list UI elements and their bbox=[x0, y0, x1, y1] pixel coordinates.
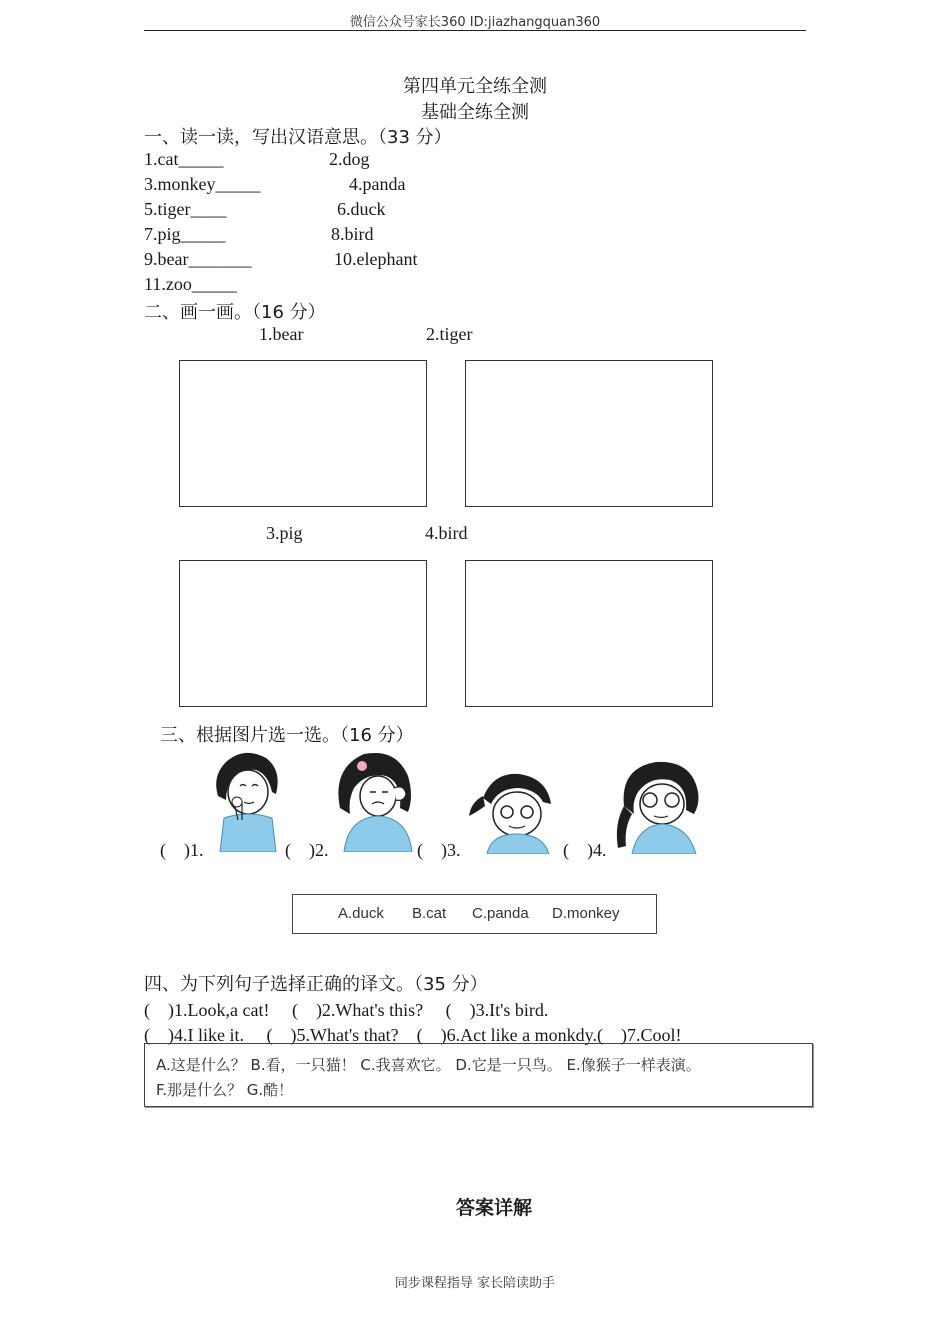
drawing-box-bear[interactable] bbox=[179, 360, 427, 507]
page-subtitle: 基础全练全测 bbox=[421, 102, 529, 123]
footer-text: 同步课程指导 家长陪读助手 bbox=[394, 1276, 556, 1291]
vocab-item: 6.duck bbox=[337, 199, 386, 219]
drawing-box-pig[interactable] bbox=[179, 560, 427, 707]
vocab-item: 8.bird bbox=[331, 224, 374, 244]
translation-choices-box bbox=[144, 1043, 813, 1107]
vocab-item: 11.zoo_____ bbox=[144, 274, 237, 294]
section3-heading: 三、根据图片选一选。（16 分） bbox=[160, 725, 414, 746]
vocab-item: 4.panda bbox=[349, 174, 406, 194]
answers-heading: 答案详解 bbox=[455, 1197, 532, 1219]
girl-monkey-pose-image bbox=[330, 748, 416, 852]
section2-heading: 二、画一画。（16 分） bbox=[144, 302, 326, 323]
section1-heading: 一、读一读，写出汉语意思。（33 分） bbox=[144, 127, 452, 148]
vocab-item: 10.elephant bbox=[334, 249, 418, 269]
choice-item: ( )2. bbox=[285, 840, 329, 860]
sentence-line: ( )4.I like it. ( )5.What's that? ( )6.Act like a monkdy.( )7.Cool! bbox=[144, 1025, 682, 1045]
girl-cat-pose-image bbox=[204, 748, 286, 852]
translation-choices-line: F.那是什么？ G.酷！ bbox=[156, 1081, 294, 1099]
option-a: A.duck bbox=[338, 905, 384, 922]
draw-label-pig: 3.pig bbox=[266, 523, 303, 543]
header-divider bbox=[144, 30, 806, 31]
draw-label-bird: 4.bird bbox=[425, 523, 468, 543]
sentence-line: ( )1.Look,a cat! ( )2.What's this? ( )3.It's bird. bbox=[144, 1000, 549, 1020]
vocab-item: 3.monkey_____ bbox=[144, 174, 261, 194]
vocab-item: 9.bear_______ bbox=[144, 249, 252, 269]
header-text: 微信公众号家长360 ID:jiazhangquan360 bbox=[349, 15, 601, 30]
vocab-item: 5.tiger____ bbox=[144, 199, 227, 219]
vocab-item: 1.cat_____ bbox=[144, 149, 224, 169]
page-title: 第四单元全练全测 bbox=[403, 76, 547, 97]
options-box bbox=[292, 894, 657, 934]
draw-label-bear: 1.bear bbox=[259, 324, 304, 344]
choice-item: ( )4. bbox=[563, 840, 607, 860]
draw-label-tiger: 2.tiger bbox=[426, 324, 473, 344]
translation-choices-line: A.这是什么？ B.看，一只猫！ C.我喜欢它。 D.它是一只鸟。 E.像猴子一样表演。 bbox=[156, 1056, 701, 1074]
section4-heading: 四、为下列句子选择正确的译文。（35 分） bbox=[144, 974, 488, 995]
vocab-item: 7.pig_____ bbox=[144, 224, 226, 244]
girl-panda-pose-image bbox=[463, 768, 563, 854]
vocab-item: 2.dog bbox=[329, 149, 370, 169]
option-b: B.cat bbox=[412, 905, 447, 922]
option-d: D.monkey bbox=[552, 905, 620, 922]
drawing-box-tiger[interactable] bbox=[465, 360, 713, 507]
choice-item: ( )3. bbox=[417, 840, 461, 860]
choice-item: ( )1. bbox=[160, 840, 204, 860]
girl-duck-pose-image bbox=[610, 758, 706, 854]
drawing-box-bird[interactable] bbox=[465, 560, 713, 707]
option-c: C.panda bbox=[472, 905, 529, 922]
